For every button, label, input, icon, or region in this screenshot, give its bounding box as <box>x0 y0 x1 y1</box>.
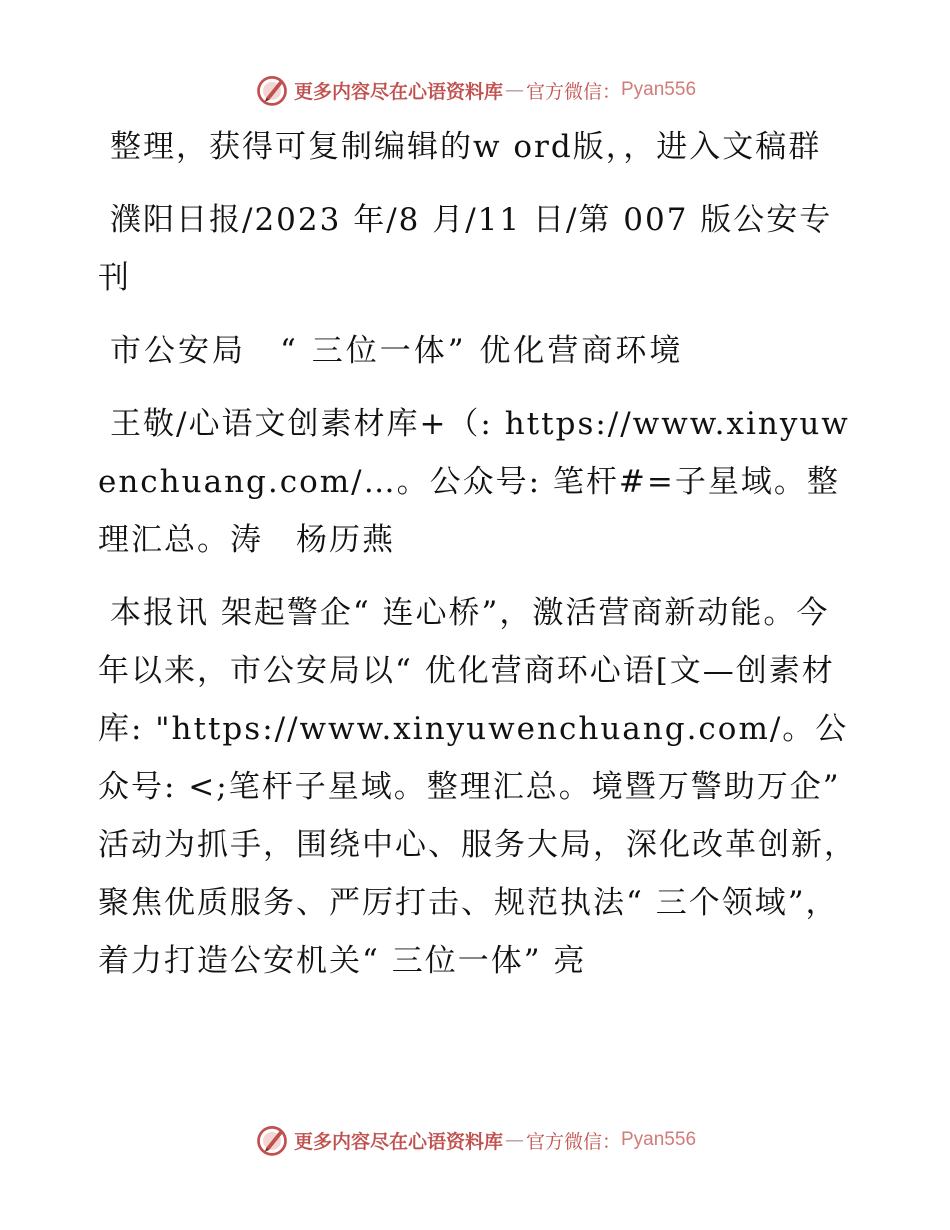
intro-paragraph: 整理，获得可复制编辑的w ord版，，进入文稿群 <box>110 129 822 165</box>
banner-main-text: 更多内容尽在心语资料库 <box>293 80 503 103</box>
article-title: 市公安局 “ 三位一体” 优化营商环境 <box>110 333 684 369</box>
banner-wechat-id: Pyan556 <box>621 1129 697 1150</box>
banner-separator: — <box>504 1129 524 1151</box>
source-line: 濮阳日报/2023 年/8 月/11 日/第 007 版公安专刊 <box>98 202 833 296</box>
byline-paragraph: 王敬/心语文创素材库+（: https://www.xinyuwenchuang.com/…。公众号: 笔杆#=子星域。整理汇总。涛 杨历燕 <box>98 406 850 558</box>
banner-wechat-label: 官方微信： <box>525 1130 621 1153</box>
banner-wechat-label: 官方微信： <box>525 80 621 103</box>
document-body <box>98 118 858 1005</box>
banner-main-text: 更多内容尽在心语资料库 <box>293 1130 503 1153</box>
header-watermark-banner <box>0 70 950 110</box>
pen-logo-icon <box>254 1122 290 1158</box>
banner-separator: — <box>504 79 524 101</box>
pen-logo-icon <box>254 72 290 108</box>
body-paragraph: 本报讯 架起警企“ 连心桥”，激活营商新动能。今年以来，市公安局以“ 优化营商环心语[文—创素材库: "https://www.xinyuwenchuang.com/。公众号: <;笔杆子星域。整理汇总。境暨万警助万企” 活动为抓手，围绕中心、服务大局，深化改革创新，聚焦优质服务、严厉打击、规范执法“ 三个领域”，着力打造公安机关“ 三位一体” 亮 <box>98 595 857 979</box>
banner-wechat-id: Pyan556 <box>621 79 697 100</box>
footer-watermark-banner <box>0 1120 950 1160</box>
